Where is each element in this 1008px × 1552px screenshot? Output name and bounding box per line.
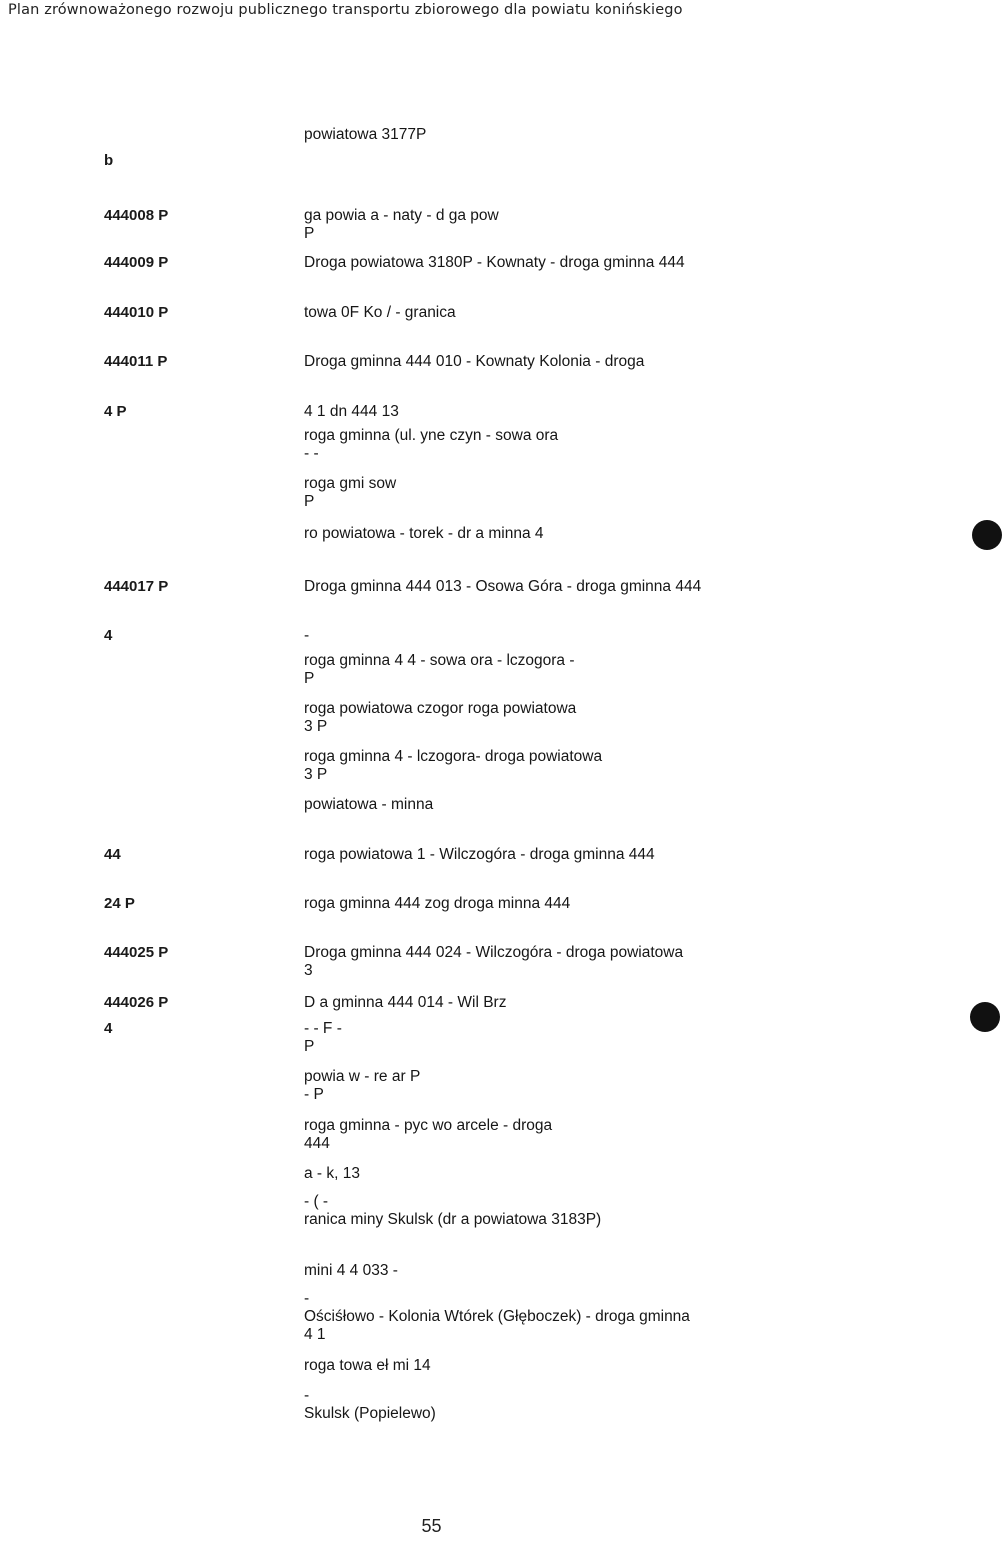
road-code: 444026 P [104, 994, 169, 1011]
road-description: Droga gminna 444 010 - Kownaty Kolonia - droga [304, 353, 645, 370]
road-code: 4 [104, 1020, 113, 1037]
road-code: 444008 P [104, 207, 169, 224]
road-description: powiatowa - minna [304, 796, 434, 813]
road-code: 444009 P [104, 254, 169, 271]
road-code: 44 [104, 846, 121, 863]
road-code: 444025 P [104, 944, 169, 961]
road-code: b [104, 152, 114, 169]
road-description: - Ościśłowo - Kolonia Wtórek (Głęboczek) - droga gminna 4 1 [304, 1290, 690, 1343]
road-description: ga powia a - naty - d ga pow P [304, 207, 499, 242]
road-description: - [304, 627, 310, 644]
road-description: roga gminna 4 4 - sowa ora - lczogora - P [304, 652, 575, 687]
road-description: 4 1 dn 444 13 [304, 403, 399, 420]
document-header: Plan zrównoważonego rozwoju publicznego transportu zbiorowego dla powiatu konińskiego [8, 2, 683, 18]
road-code: 444011 P [104, 353, 168, 370]
road-description: - ( - ranica miny Skulsk (dr a powiatowa 3183P) [304, 1193, 602, 1228]
road-code: 24 P [104, 895, 135, 912]
road-description: ro powiatowa - torek - dr a minna 4 [304, 525, 544, 542]
road-description: towa 0F Ko / - granica [304, 304, 456, 321]
road-code: 4 [104, 627, 113, 644]
road-description: roga gminna 444 zog droga minna 444 [304, 895, 571, 912]
road-code: 444010 P [104, 304, 169, 321]
road-description: a - k, 13 [304, 1165, 360, 1182]
road-description: D a gminna 444 014 - Wil Brz [304, 994, 507, 1011]
road-description: Droga gminna 444 024 - Wilczogóra - droga powiatowa 3 [304, 944, 684, 979]
road-description: - - F - P [304, 1020, 342, 1055]
road-description: roga powiatowa 1 - Wilczogóra - droga gminna 444 [304, 846, 655, 863]
road-description: roga powiatowa czogor roga powiatowa 3 P [304, 700, 577, 735]
scan-hole-mark [972, 520, 1002, 550]
road-description: powia w - re ar P - P [304, 1068, 421, 1103]
scan-hole-mark [970, 1002, 1000, 1032]
road-description: roga gminna 4 - lczogora- droga powiatowa 3 P [304, 748, 603, 783]
road-description: roga gminna (ul. yne czyn - sowa ora - - [304, 427, 559, 462]
road-code: 4 P [104, 403, 127, 420]
road-description: Droga gminna 444 013 - Osowa Góra - droga gminna 444 [304, 578, 702, 595]
road-description: powiatowa 3177P [304, 126, 427, 143]
road-description: mini 4 4 033 - [304, 1262, 398, 1279]
road-description: roga gminna - pyc wo arcele - droga 444 [304, 1117, 553, 1152]
page-number: 55 [421, 1516, 442, 1536]
road-description: roga towa eł mi 14 [304, 1357, 431, 1374]
road-description: - Skulsk (Popielewo) [304, 1387, 436, 1422]
road-description: roga gmi sow P [304, 475, 397, 510]
road-code: 444017 P [104, 578, 169, 595]
road-description: Droga powiatowa 3180P - Kownaty - droga gminna 444 [304, 254, 685, 271]
